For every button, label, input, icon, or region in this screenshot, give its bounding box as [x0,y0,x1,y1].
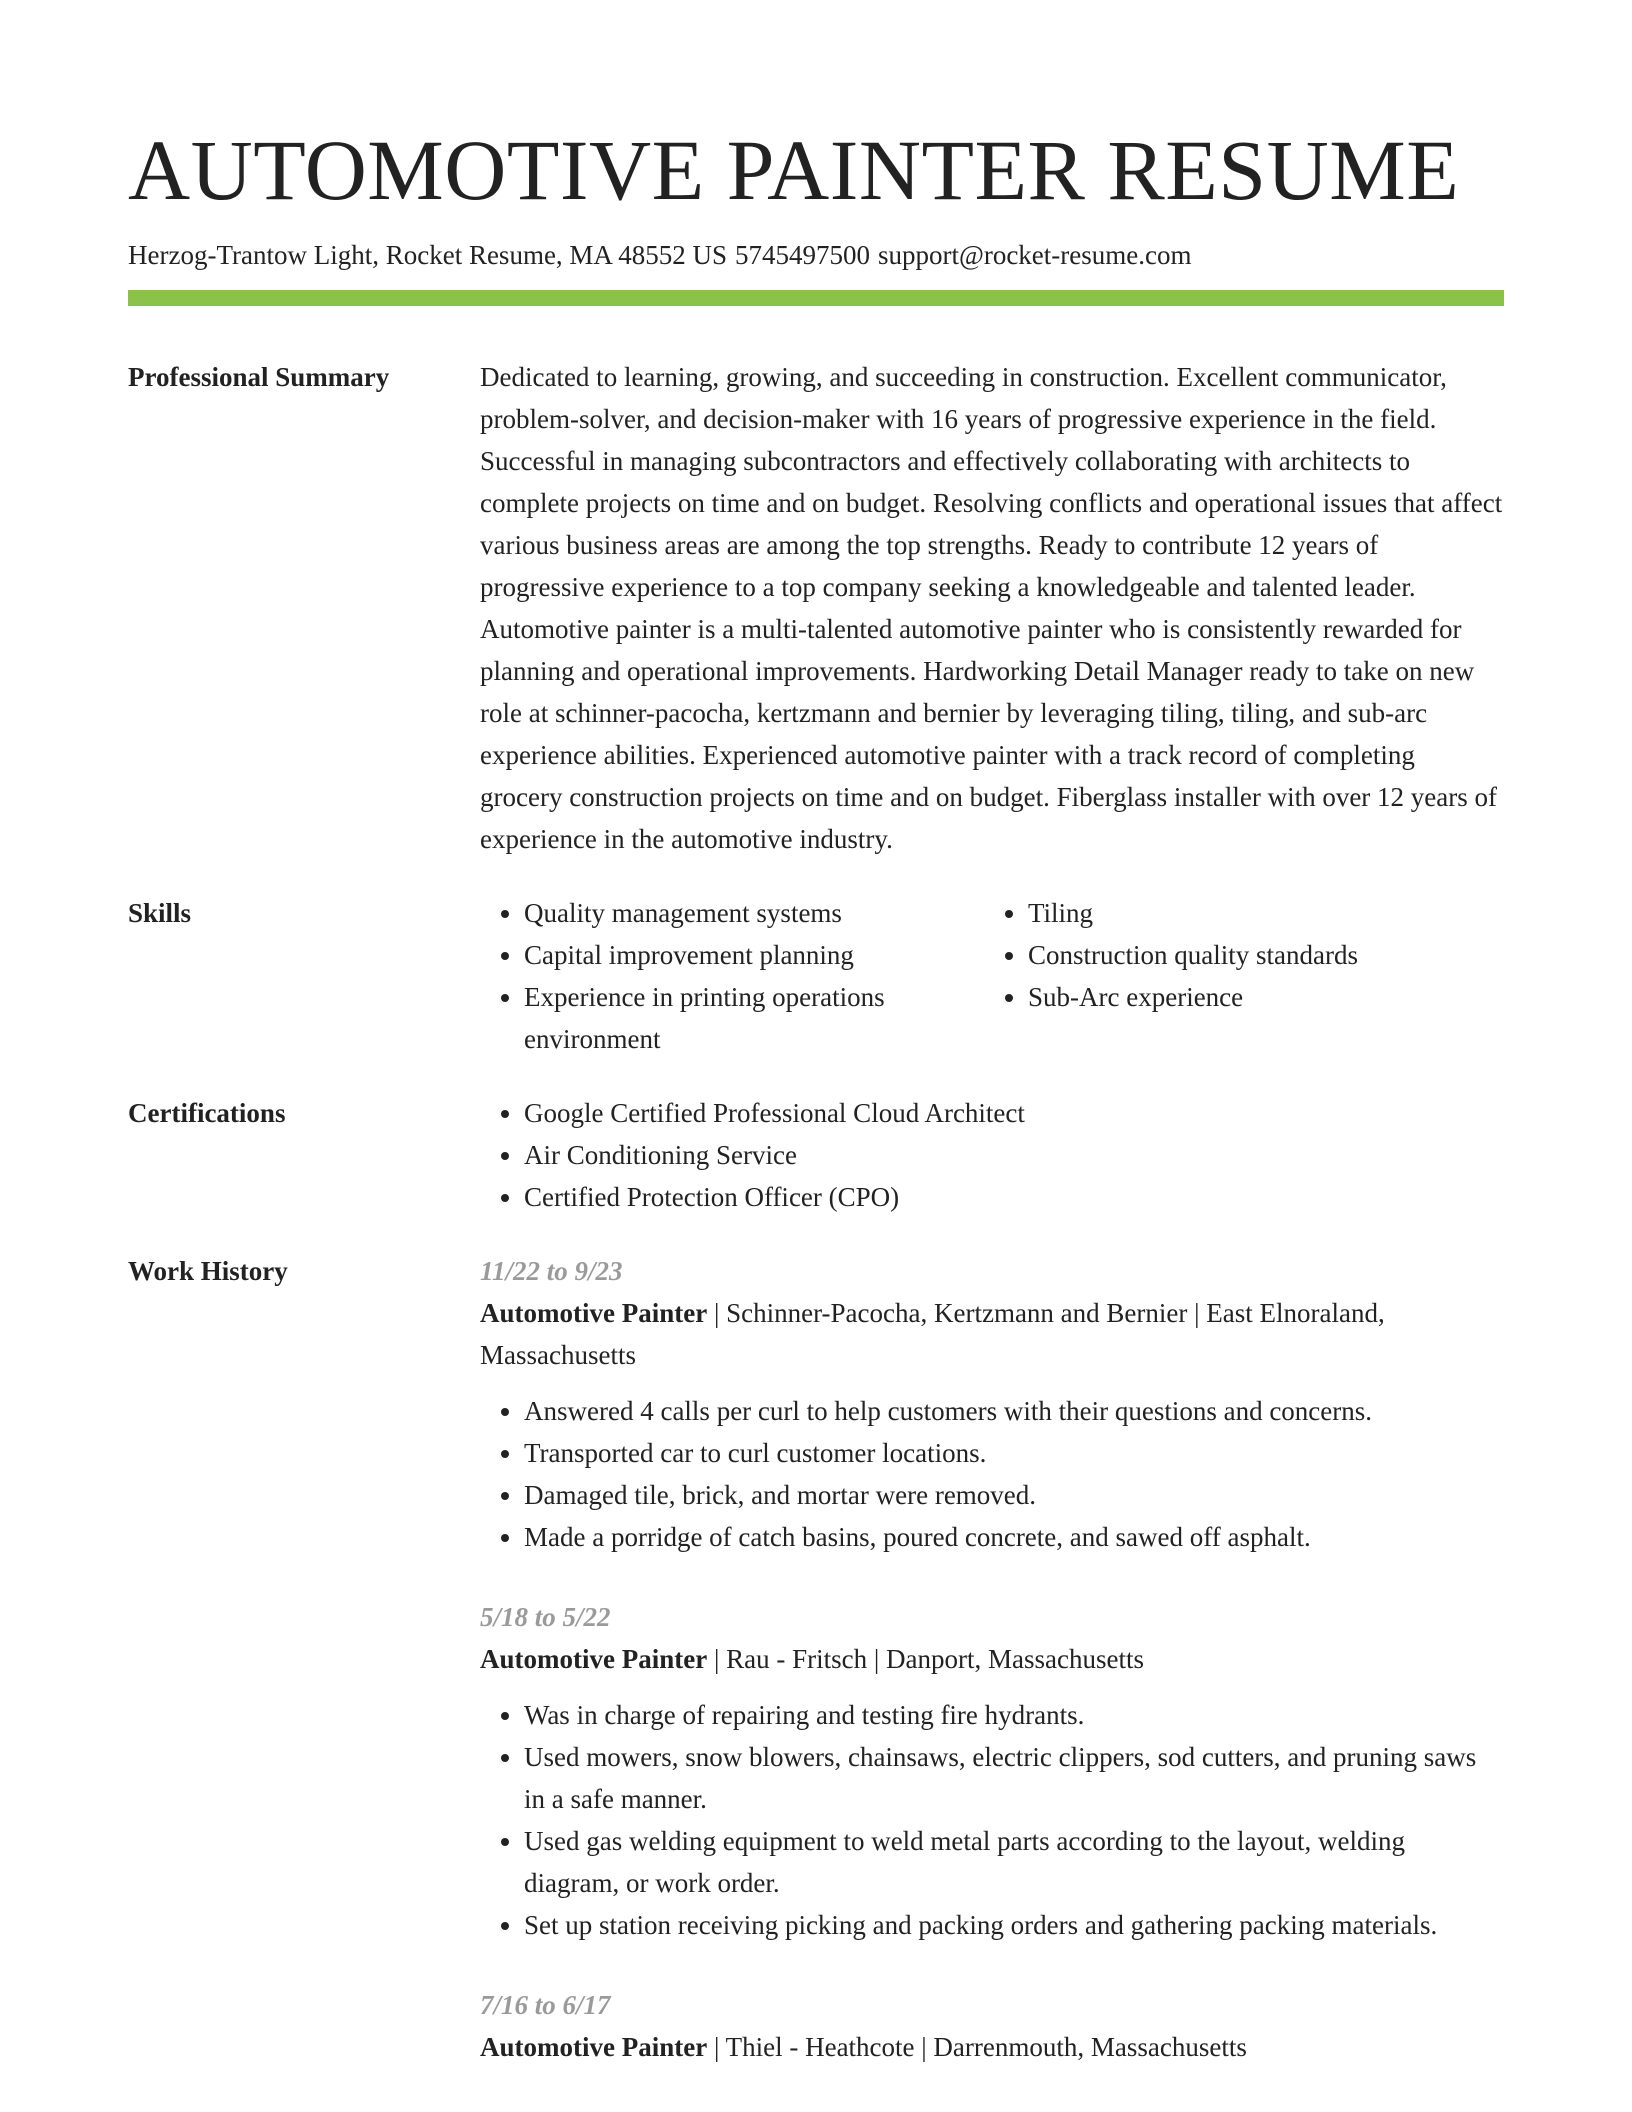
certification-item: • Google Certified Professional Cloud Architect [524,1092,1504,1134]
work-history-section [128,1250,1504,2106]
skill-item: • Sub-Arc experience [1028,976,1504,1018]
certifications-section [128,1092,1504,1218]
job-dates: 11/22 to 9/23 [480,1256,623,1286]
header-divider [128,290,1504,306]
contact-line [128,236,1504,274]
job-duties-list [480,1390,1504,1558]
job-details: | Thiel - Heathcote | Darrenmouth, Massachusetts [707,2032,1247,2062]
certifications-list [480,1092,1504,1218]
job-header [480,2026,1504,2068]
certifications-label: Certifications [128,1098,286,1128]
job-dates: 7/16 to 6/17 [480,1990,611,2020]
resume-page [128,116,1504,2106]
job-duty: • Made a porridge of catch basins, poured concrete, and sawed off asphalt. [524,1516,1504,1558]
job-header [480,1638,1504,1680]
job-duty: • Was in charge of repairing and testing fire hydrants. [524,1694,1504,1736]
job-details: | Schinner-Pacocha, Kertzmann and Bernier | East Elnoraland, Massachusetts [480,1298,1385,1370]
job-duty: • Transported car to curl customer locations. [524,1432,1504,1474]
job-duty: • Damaged tile, brick, and mortar were removed. [524,1474,1504,1516]
job-dates: 5/18 to 5/22 [480,1602,611,1632]
job-duty: • Used mowers, snow blowers, chainsaws, electric clippers, sod cutters, and pruning saws in a safe manner. [524,1736,1504,1820]
skill-item: • Quality management systems [524,892,940,934]
job-duty: • Answered 4 calls per curl to help customers with their questions and concerns. [524,1390,1504,1432]
job-title: Automotive Painter [480,1298,708,1328]
skills-list-1 [480,892,940,1060]
certification-item: • Certified Protection Officer (CPO) [524,1176,1504,1218]
skills-list-2 [984,892,1504,1018]
contact-address: Herzog-Trantow Light, Rocket Resume, MA 48552 US [128,240,727,270]
skill-item: • Construction quality standards [1028,934,1504,976]
summary-label: Professional Summary [128,362,390,392]
summary-text: Dedicated to learning, growing, and succeeding in construction. Excellent communicator, problem-solver, and decision-maker with 16 years of progressive experience in the field. Successful in managing subcontractors and effectively collaborating with architects to complete projects on time and on budget. Resolving conflicts and operational issues that affect various business areas are among the top strengths. Ready to contribute 12 years of progressive experience to a top company seeking a knowledgeable and talented leader. Automotive painter is a multi-talented automotive painter who is consistently rewarded for planning and operational improvements. Hardworking Detail Manager ready to take on new role at schinner-pacocha, kertzmann and bernier by leveraging tiling, tiling, and sub-arc experience abilities. Experienced automotive painter with a track record of completing grocery construction projects on time and on budget. Fiberglass installer with over 12 years of experience in the automotive industry. [480,362,1503,854]
job-title: Automotive Painter [480,1644,708,1674]
skill-item: • Capital improvement planning [524,934,940,976]
contact-phone: 5745497500 [734,240,870,270]
skill-item: • Experience in printing operations environment [524,976,940,1060]
contact-email: support@rocket-resume.com [877,240,1192,270]
certification-item: • Air Conditioning Service [524,1134,1504,1176]
work-history-label: Work History [128,1256,288,1286]
job-details: | Rau - Fritsch | Danport, Massachusetts [707,1644,1144,1674]
job-header [480,1292,1504,1376]
skills-label: Skills [128,898,192,928]
job-entry [480,1984,1504,2068]
skill-item: • Tiling [1028,892,1504,934]
job-entry [480,1250,1504,1558]
skills-columns [480,892,1504,1060]
job-duties-list [480,1694,1504,1946]
skills-section [128,892,1504,1060]
job-entry [480,1596,1504,1946]
summary-section [128,356,1504,860]
resume-title: AUTOMOTIVE PAINTER RESUME [128,122,1460,218]
job-duty: • Set up station receiving picking and packing orders and gathering packing materials. [524,1904,1504,1946]
job-title: Automotive Painter [480,2032,708,2062]
job-duty: • Used gas welding equipment to weld metal parts according to the layout, welding diagram, or work order. [524,1820,1504,1904]
